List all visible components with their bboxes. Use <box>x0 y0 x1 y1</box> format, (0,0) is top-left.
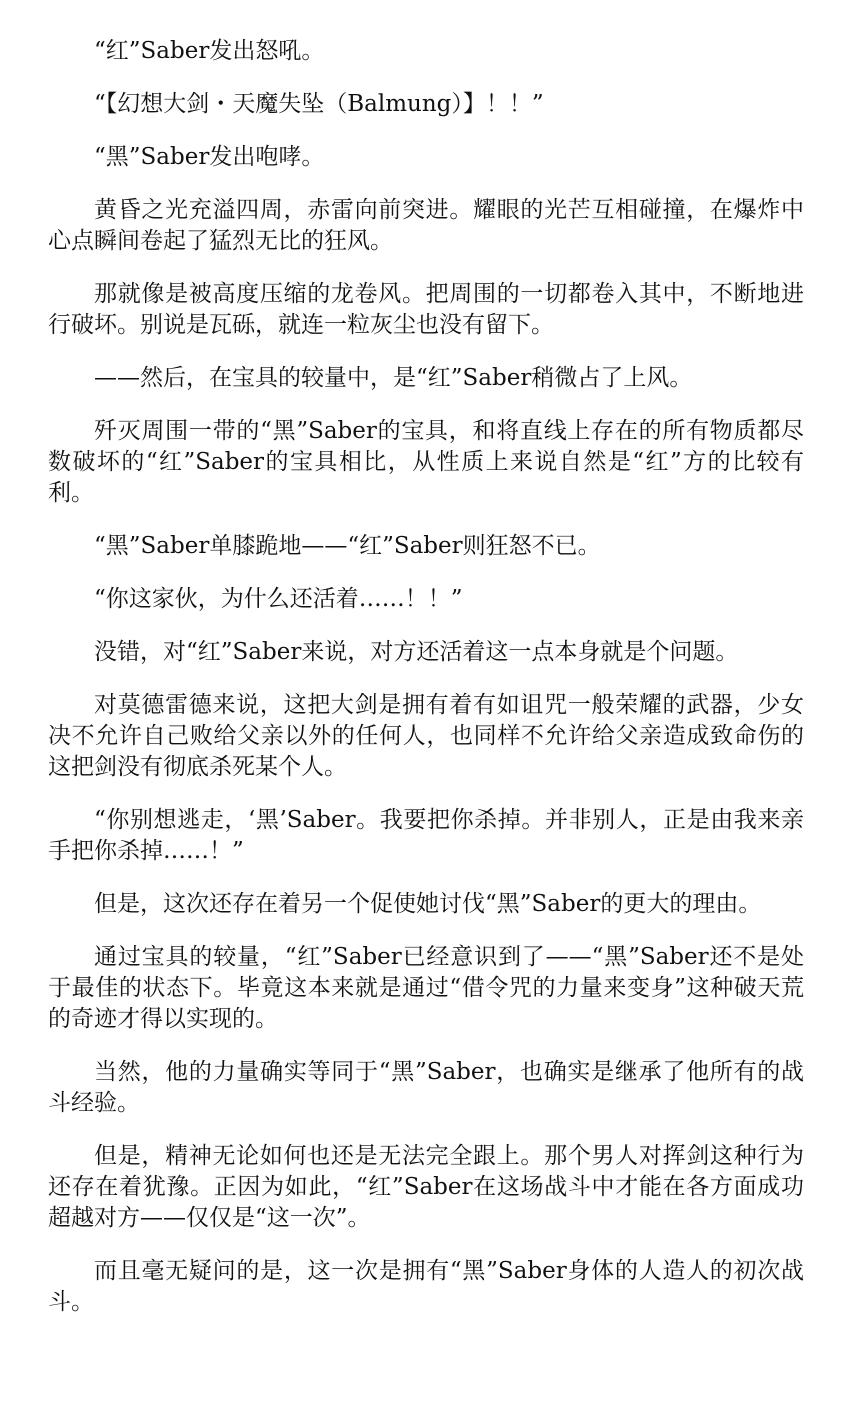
paragraph: 没错，对“红”Saber来说，对方还活着这一点本身就是个问题。 <box>94 639 739 665</box>
paragraph: “红”Saber发出怒吼。 <box>94 38 325 64</box>
paragraph: “黑”Saber单膝跪地——“红”Saber则狂怒不已。 <box>94 533 601 559</box>
paragraph: “黑”Saber发出咆哮。 <box>94 144 325 170</box>
paragraph: 当然，他的力量确实等同于“黑”Saber，也确实是继承了他所有的战斗经验。 <box>48 1059 804 1116</box>
paragraph: 而且毫无疑问的是，这一次是拥有“黑”Saber身体的人造人的初次战斗。 <box>48 1258 804 1315</box>
paragraph: 那就像是被高度压缩的龙卷风。把周围的一切都卷入其中，不断地进行破坏。别说是瓦砾，就连一粒灰尘也没有留下。 <box>48 281 804 338</box>
paragraph: ——然后，在宝具的较量中，是“红”Saber稍微占了上风。 <box>94 365 693 391</box>
paragraph: “你这家伙，为什么还活着……！！” <box>94 586 463 612</box>
paragraph: 歼灭周围一带的“黑”Saber的宝具，和将直线上存在的所有物质都尽数破坏的“红”Saber的宝具相比，从性质上来说自然是“红”方的比较有利。 <box>48 418 804 506</box>
paragraph: “你别想逃走，‘黑’Saber。我要把你杀掉。并非别人，正是由我来亲手把你杀掉……！” <box>48 807 804 864</box>
paragraph: 但是，精神无论如何也还是无法完全跟上。那个男人对挥剑这种行为还存在着犹豫。正因为如此，“红”Saber在这场战斗中才能在各方面成功超越对方——仅仅是“这一次”。 <box>48 1143 804 1231</box>
paragraph: “【幻想大剑・天魔失坠（Balmung）】！！” <box>94 91 544 117</box>
paragraph: 对莫德雷德来说，这把大剑是拥有着有如诅咒一般荣耀的武器，少女决不允许自己败给父亲以外的任何人，也同样不允许给父亲造成致命伤的这把剑没有彻底杀死某个人。 <box>48 692 804 780</box>
novel-page <box>48 36 804 1340</box>
paragraph: 但是，这次还存在着另一个促使她讨伐“黑”Saber的更大的理由。 <box>94 891 762 917</box>
paragraph: 通过宝具的较量，“红”Saber已经意识到了——“黑”Saber还不是处于最佳的状态下。毕竟这本来就是通过“借令咒的力量来变身”这种破天荒的奇迹才得以实现的。 <box>48 944 804 1032</box>
paragraph: 黄昏之光充溢四周，赤雷向前突进。耀眼的光芒互相碰撞，在爆炸中心点瞬间卷起了猛烈无比的狂风。 <box>48 197 804 254</box>
